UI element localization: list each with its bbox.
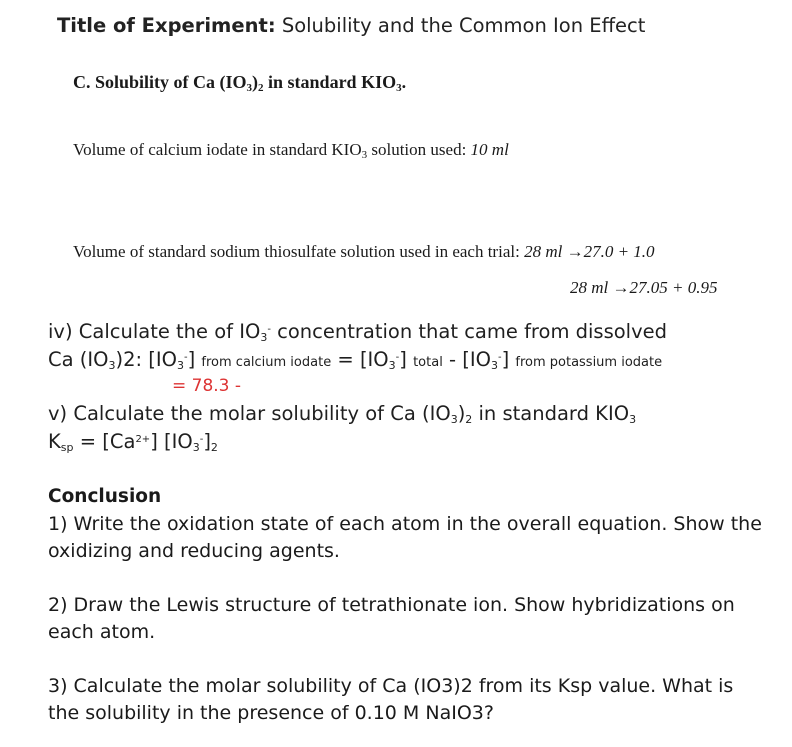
question-v-ksp-line: $K_{sp} = [Ca^{2+}]$ $[IO_3^-]_2$ [48,430,218,454]
experiment-title: Title of Experiment: Solubility and the Common Ion Effect [57,14,646,37]
question-v-line1: v) Calculate the molar solubility of Ca $(IO_3)_2$ in standard $KIO_3$ [48,402,637,426]
section-c-heading: C. Solubility of Ca $(IO_3)_2$ in standard $KIO_3$. [73,72,407,94]
arrow-icon: → [612,278,630,297]
conclusion-heading: Conclusion [48,486,162,507]
arrow-icon: → [566,242,584,261]
trial-2-line: 28 ml →27.05 + 0.95 [570,278,718,297]
title-label: Title of Experiment [57,14,268,37]
volume-calcium-iodate-line: Volume of calcium iodate in standard $KIO_3$ solution used: 10 ml [73,140,509,161]
question-iv-answer: = 78.3 - [172,376,242,396]
conclusion-question-1: 1) Write the oxidation state of each atom in the overall equation. Show the oxidizing and reducing agents. [48,513,762,562]
conclusion-question-2: 2) Draw the Lewis structure of tetrathionate ion. Show hybridizations on each atom. [48,594,735,643]
volume-thiosulfate-line: Volume of standard sodium thiosulfate solution used in each trial: 28 ml →27.0 + 1.0 [73,242,655,261]
conclusion-question-3: 3) Calculate the molar solubility of Ca (IO3)2 from its Ksp value. What is the solubility in the presence of 0.10 M NaIO3? [48,675,734,724]
volume-calcium-value: 10 ml [470,140,509,159]
question-iv-line2: Ca $(IO_3)2$: $[IO_3^-]$ from calcium iodate = $[IO_3^-]$ total - $[IO_3^-]$ from potassium iodate [48,348,663,372]
title-value: Solubility and the Common Ion Effect [275,14,646,37]
question-iv-line1: iv) Calculate the of $IO_3^-$ concentration that came from dissolved [48,320,668,344]
